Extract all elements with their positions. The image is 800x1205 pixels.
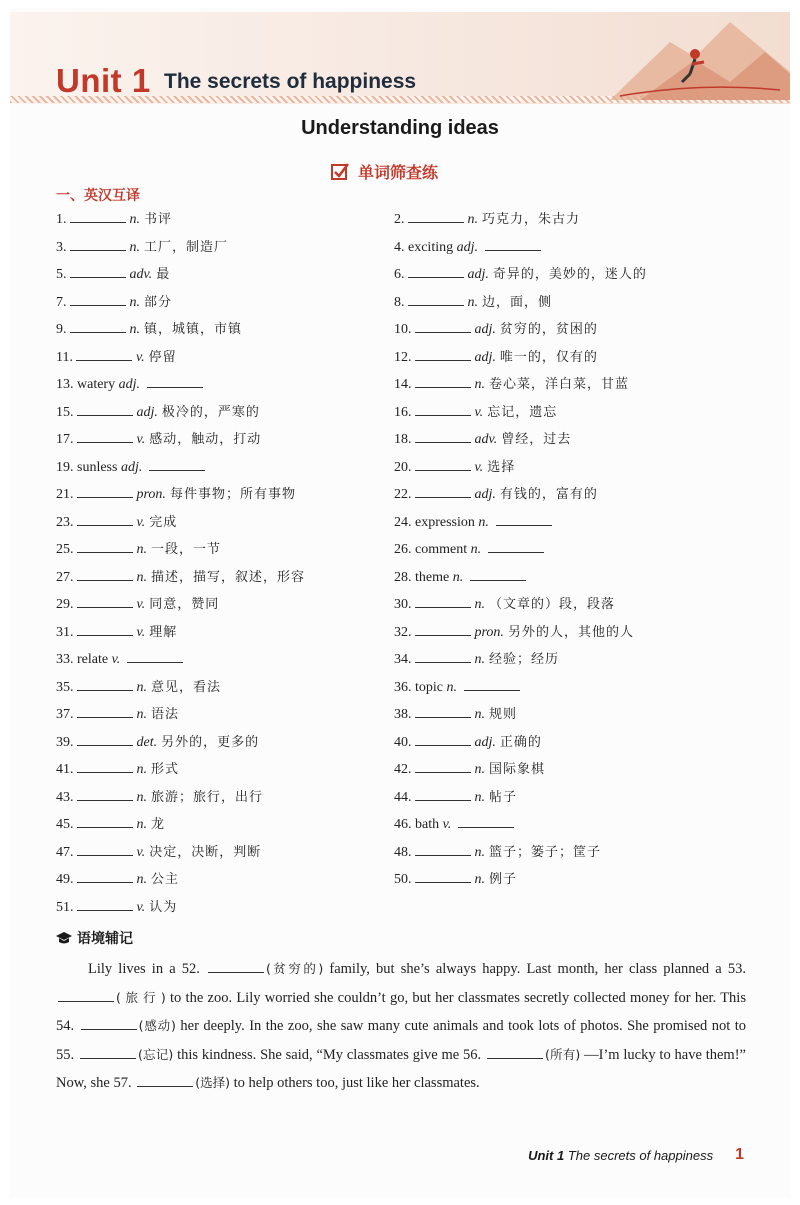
item-number: 27. <box>56 569 74 585</box>
answer-blank[interactable] <box>77 510 133 526</box>
chinese-meaning: 另外的人，其他的人 <box>507 624 634 640</box>
passage-text: her deeply. In the zoo, she saw many cute animals and took lots of photos. She promised not to 55. <box>56 1018 747 1063</box>
item-number: 35. <box>56 679 74 695</box>
answer-blank[interactable] <box>415 482 471 498</box>
answer-blank[interactable] <box>415 840 471 856</box>
part-of-speech: n. <box>446 679 457 695</box>
part-of-speech: adj. <box>474 322 496 337</box>
vocab-item <box>56 702 179 727</box>
part-heading: 一、英汉互译 <box>56 188 140 204</box>
part-of-speech: n. <box>478 514 489 530</box>
vocab-item <box>56 840 261 865</box>
chinese-meaning: 国际象棋 <box>489 762 546 777</box>
item-number: 47. <box>56 844 74 860</box>
vocab-item <box>56 317 242 342</box>
part-of-speech: adj. <box>118 377 140 392</box>
answer-blank[interactable] <box>415 455 471 471</box>
item-number: 7. <box>56 294 67 310</box>
item-number: 2. <box>394 212 405 227</box>
passage-text: to help others too, just like her classmates. <box>229 1075 480 1091</box>
passage-text: to the zoo. Lily worried she couldn’t go, but her classmates secretly collected money for her. This 54. <box>56 989 746 1034</box>
part-of-speech: n. <box>136 707 147 722</box>
item-number: 18. <box>394 432 412 447</box>
part-of-speech: n. <box>129 239 140 255</box>
item-number: 23. <box>56 514 74 530</box>
english-word: watery <box>77 377 116 392</box>
vocab-item <box>394 345 598 370</box>
passage-blank[interactable] <box>137 1072 193 1087</box>
item-number: 10. <box>394 322 412 337</box>
vocab-item <box>394 427 571 452</box>
item-number: 24. <box>394 514 412 530</box>
part-of-speech: v. <box>136 844 146 860</box>
part-of-speech: n. <box>474 789 485 805</box>
part-of-speech: n. <box>136 679 147 695</box>
part-of-speech: adv. <box>129 267 153 282</box>
passage-text: Lily lives in a 52. <box>88 961 207 977</box>
part-of-speech: n. <box>136 569 147 585</box>
answer-blank[interactable] <box>77 427 133 443</box>
answer-blank[interactable] <box>70 290 126 306</box>
answer-blank[interactable] <box>415 400 471 416</box>
chinese-meaning: 唯一的，仅有的 <box>499 349 598 365</box>
part-of-speech: adv. <box>474 432 498 447</box>
part-of-speech: n. <box>136 762 147 777</box>
answer-blank[interactable] <box>77 565 133 581</box>
answer-blank[interactable] <box>415 620 471 636</box>
part-of-speech: n. <box>474 762 485 777</box>
chinese-meaning: 每件事物；所有事物 <box>169 487 296 502</box>
item-number: 37. <box>56 707 74 722</box>
vocab-item <box>394 812 518 837</box>
answer-blank[interactable] <box>415 345 471 361</box>
context-heading-text: 语境辅记 <box>77 931 133 947</box>
exercise-title <box>330 160 438 183</box>
vocab-item <box>56 427 261 452</box>
item-number: 11. <box>56 349 73 365</box>
part-of-speech: v. <box>111 652 121 667</box>
vocab-item <box>394 455 515 480</box>
answer-blank[interactable] <box>77 785 133 801</box>
checkbox-icon <box>330 162 350 182</box>
answer-blank[interactable] <box>496 510 552 526</box>
unit-title: The secrets of happiness <box>164 70 417 93</box>
part-of-speech: pron. <box>136 487 166 502</box>
vocab-item <box>56 785 263 810</box>
answer-blank[interactable] <box>415 427 471 443</box>
chinese-meaning: 旅游；旅行，出行 <box>151 789 264 805</box>
answer-blank[interactable] <box>415 372 471 388</box>
passage-hint: (所有) <box>544 1046 581 1062</box>
answer-blank[interactable] <box>408 207 464 223</box>
vocab-item <box>56 592 219 617</box>
part-of-speech: adj. <box>120 459 143 475</box>
chinese-meaning: 形式 <box>151 762 180 777</box>
answer-blank[interactable] <box>415 757 471 773</box>
item-number: 41. <box>56 762 74 777</box>
passage-hint: (贫穷的) <box>266 961 324 976</box>
chinese-meaning: 书评 <box>144 212 173 227</box>
chinese-meaning: 极冷的，严寒的 <box>161 404 260 420</box>
item-number: 26. <box>394 542 412 557</box>
part-of-speech: pron. <box>474 624 504 640</box>
chinese-meaning: 部分 <box>144 294 173 310</box>
answer-blank[interactable] <box>77 730 133 746</box>
english-word: exciting <box>408 239 454 255</box>
chinese-meaning: 奇异的，美妙的，迷人的 <box>492 267 647 282</box>
chinese-meaning: 公主 <box>151 872 180 887</box>
vocab-item <box>394 482 598 507</box>
chinese-meaning: 工厂，制造厂 <box>144 239 229 255</box>
part-of-speech: v. <box>442 817 452 832</box>
chinese-meaning: 一段，一节 <box>151 542 222 557</box>
vocab-item <box>394 372 629 397</box>
passage-blank[interactable] <box>81 1015 137 1030</box>
vocab-item <box>394 757 545 782</box>
answer-blank[interactable] <box>77 537 133 553</box>
answer-blank[interactable] <box>458 812 514 828</box>
context-heading <box>56 928 133 948</box>
answer-blank[interactable] <box>415 647 471 663</box>
answer-blank[interactable] <box>77 867 133 883</box>
chinese-meaning: 忘记，遗忘 <box>487 404 558 420</box>
answer-blank[interactable] <box>464 675 520 691</box>
chinese-meaning: 经验；经历 <box>489 652 560 667</box>
part-of-speech: n. <box>136 789 147 805</box>
part-of-speech: v. <box>135 349 145 365</box>
part-of-speech: n. <box>474 872 485 887</box>
vocab-item <box>56 262 170 287</box>
vocab-item <box>56 895 177 920</box>
footer-unit: Unit 1 <box>528 1147 565 1163</box>
passage-text: —I’m lucky to have them!” Now, she 57. <box>56 1046 746 1091</box>
part-of-speech: adj. <box>474 349 496 365</box>
item-number: 45. <box>56 817 74 832</box>
vocab-item <box>394 675 524 700</box>
vocab-item <box>56 812 165 837</box>
answer-blank[interactable] <box>70 262 126 278</box>
part-of-speech: adj. <box>456 239 478 255</box>
item-number: 14. <box>394 377 412 392</box>
english-word: topic <box>415 679 443 695</box>
item-number: 38. <box>394 707 412 722</box>
part-of-speech: v. <box>474 404 484 420</box>
footer-title: The secrets of happiness <box>567 1147 714 1163</box>
item-number: 25. <box>56 542 74 557</box>
item-number: 29. <box>56 597 74 612</box>
english-word: sunless <box>77 459 118 475</box>
vocab-item <box>56 565 305 590</box>
part-of-speech: n. <box>129 212 140 227</box>
english-word: theme <box>415 569 450 585</box>
passage-hint: (选择) <box>195 1075 230 1090</box>
part-of-speech: n. <box>474 652 485 667</box>
answer-blank[interactable] <box>415 785 471 801</box>
exercise-title-text: 单词筛查练 <box>358 163 439 182</box>
answer-blank[interactable] <box>147 372 203 388</box>
unit-label: Unit 1 <box>56 62 151 99</box>
part-of-speech: n. <box>470 542 482 557</box>
vocab-item <box>394 207 580 232</box>
item-number: 44. <box>394 789 412 805</box>
passage-text: this kindness. She said, “My classmates give me 56. <box>173 1046 485 1063</box>
vocab-item <box>394 647 559 672</box>
vocab-item <box>394 317 598 342</box>
item-number: 30. <box>394 597 412 612</box>
chinese-meaning: 篮子；篓子；筐子 <box>489 844 602 860</box>
part-of-speech: n. <box>467 212 478 227</box>
english-word: comment <box>415 542 468 557</box>
chinese-meaning: 理解 <box>149 624 178 640</box>
chinese-meaning: 语法 <box>151 707 180 722</box>
chinese-meaning: 停留 <box>148 349 177 365</box>
vocab-item <box>394 840 601 865</box>
chinese-meaning: 边，面，侧 <box>482 294 553 310</box>
item-number: 16. <box>394 404 412 420</box>
item-number: 34. <box>394 652 412 667</box>
vocab-item <box>56 620 177 645</box>
context-passage <box>56 955 746 1098</box>
part-of-speech: n. <box>136 872 147 887</box>
answer-blank[interactable] <box>77 482 133 498</box>
vocab-item <box>56 647 187 672</box>
item-number: 3. <box>56 239 67 255</box>
answer-blank[interactable] <box>70 235 126 251</box>
answer-blank[interactable] <box>77 702 133 718</box>
part-of-speech: n. <box>452 569 464 585</box>
vocab-item <box>56 372 207 397</box>
part-of-speech: v. <box>474 459 484 475</box>
item-number: 9. <box>56 322 67 337</box>
vocab-item <box>56 537 221 562</box>
chinese-meaning: 规则 <box>489 707 518 722</box>
vocab-item <box>56 290 172 315</box>
mountain-illustration-icon <box>600 12 790 102</box>
chinese-meaning: 描述，描写，叙述，形容 <box>151 569 306 585</box>
answer-blank[interactable] <box>76 345 132 361</box>
chinese-meaning: 曾经，过去 <box>501 432 572 447</box>
vocab-item <box>394 235 545 260</box>
answer-blank[interactable] <box>415 702 471 718</box>
english-word: bath <box>415 817 440 832</box>
item-number: 13. <box>56 377 74 392</box>
item-number: 31. <box>56 624 74 640</box>
english-word: expression <box>415 514 475 530</box>
item-number: 19. <box>56 459 74 475</box>
item-number: 48. <box>394 844 412 860</box>
item-number: 43. <box>56 789 74 805</box>
item-number: 28. <box>394 569 412 585</box>
answer-blank[interactable] <box>77 592 133 608</box>
answer-blank[interactable] <box>415 592 471 608</box>
chinese-meaning: 卷心菜，洋白菜，甘蓝 <box>489 377 630 392</box>
passage-blank[interactable] <box>208 958 264 973</box>
passage-hint: ( 旅 行 ) <box>116 989 166 1005</box>
english-word: relate <box>77 652 109 667</box>
answer-blank[interactable] <box>488 537 544 553</box>
part-of-speech: adj. <box>474 487 496 502</box>
answer-blank[interactable] <box>77 895 133 911</box>
chinese-meaning: 认为 <box>149 899 178 915</box>
part-of-speech: n. <box>129 294 140 310</box>
vocab-item <box>56 867 179 892</box>
passage-text: family, but she’s always happy. Last month, her class planned a 53. <box>323 961 746 977</box>
vocab-item <box>56 675 221 700</box>
answer-blank[interactable] <box>408 290 464 306</box>
vocab-item <box>394 702 517 727</box>
item-number: 33. <box>56 652 74 667</box>
vocab-item <box>56 482 296 507</box>
part-of-speech: v. <box>136 432 146 447</box>
chinese-meaning: 最 <box>156 267 171 282</box>
part-of-speech: n. <box>136 542 147 557</box>
answer-blank[interactable] <box>77 620 133 636</box>
item-number: 17. <box>56 432 74 447</box>
vocab-item <box>56 510 177 535</box>
passage-hint: (忘记) <box>137 1046 174 1062</box>
passage-blank[interactable] <box>58 987 114 1002</box>
chinese-meaning: 另外的，更多的 <box>161 734 260 750</box>
answer-blank[interactable] <box>485 235 541 251</box>
chinese-meaning: 贫穷的，贫困的 <box>499 322 598 337</box>
item-number: 51. <box>56 899 74 915</box>
answer-blank[interactable] <box>77 812 133 828</box>
chinese-meaning: 龙 <box>151 817 166 832</box>
chinese-meaning: 决定，决断，判断 <box>149 844 262 860</box>
item-number: 49. <box>56 872 74 887</box>
vocab-item <box>56 207 172 232</box>
item-number: 1. <box>56 212 67 227</box>
answer-blank[interactable] <box>70 207 126 223</box>
chinese-meaning: 意见，看法 <box>151 679 222 695</box>
answer-blank[interactable] <box>77 757 133 773</box>
vocab-item <box>394 510 556 535</box>
vocab-item <box>394 867 517 892</box>
vocab-item <box>56 730 259 755</box>
vocab-item <box>56 757 179 782</box>
answer-blank[interactable] <box>415 730 471 746</box>
chinese-meaning: 同意，赞同 <box>149 597 220 612</box>
chinese-meaning: 有钱的，富有的 <box>499 487 598 502</box>
item-number: 21. <box>56 487 74 502</box>
passage-blank[interactable] <box>487 1044 543 1059</box>
part-of-speech: adj. <box>136 404 158 420</box>
chinese-meaning: 正确的 <box>499 734 542 750</box>
part-of-speech: adj. <box>467 267 489 282</box>
answer-blank[interactable] <box>470 565 526 581</box>
answer-blank[interactable] <box>415 867 471 883</box>
part-of-speech: n. <box>136 817 147 832</box>
part-of-speech: v. <box>136 514 146 530</box>
item-number: 32. <box>394 624 412 640</box>
answer-blank[interactable] <box>408 262 464 278</box>
vocab-item <box>394 400 557 425</box>
item-number: 8. <box>394 294 405 310</box>
part-of-speech: n. <box>129 322 140 337</box>
vocab-item <box>394 290 552 315</box>
vocab-item <box>394 262 647 287</box>
chinese-meaning: 感动，触动，打动 <box>149 432 262 447</box>
answer-blank[interactable] <box>70 317 126 333</box>
vocab-item <box>394 730 542 755</box>
vocab-item <box>56 235 228 260</box>
vocab-item <box>394 785 517 810</box>
item-number: 46. <box>394 817 412 832</box>
item-number: 22. <box>394 487 412 502</box>
item-number: 15. <box>56 404 74 420</box>
item-number: 20. <box>394 459 412 475</box>
item-number: 36. <box>394 679 412 695</box>
chinese-meaning: 帖子 <box>489 789 518 805</box>
vocab-item <box>394 620 634 645</box>
part-of-speech: v. <box>136 624 146 640</box>
vocab-item <box>394 565 530 590</box>
item-number: 4. <box>394 239 405 255</box>
passage-hint: (感动) <box>138 1018 176 1033</box>
chinese-meaning: 完成 <box>149 514 178 530</box>
answer-blank[interactable] <box>127 647 183 663</box>
part-of-speech: n. <box>474 597 485 612</box>
passage-blank[interactable] <box>80 1044 136 1059</box>
vocab-item <box>56 455 209 480</box>
item-number: 12. <box>394 349 412 365</box>
answer-blank[interactable] <box>77 840 133 856</box>
vocab-item <box>394 592 615 617</box>
page-number: 1 <box>735 1146 744 1163</box>
part-of-speech: n. <box>474 377 485 392</box>
item-number: 42. <box>394 762 412 777</box>
answer-blank[interactable] <box>77 675 133 691</box>
chinese-meaning: （文章的）段，段落 <box>489 597 616 612</box>
part-of-speech: v. <box>136 597 146 612</box>
vocab-item <box>56 345 177 370</box>
item-number: 50. <box>394 872 412 887</box>
answer-blank[interactable] <box>415 317 471 333</box>
part-of-speech: det. <box>136 734 158 750</box>
vocab-item <box>394 537 548 562</box>
part-of-speech: n. <box>467 294 478 310</box>
chinese-meaning: 选择 <box>487 459 516 475</box>
answer-blank[interactable] <box>149 455 205 471</box>
chinese-meaning: 镇，城镇，市镇 <box>144 322 243 337</box>
graduation-cap-icon <box>56 931 72 945</box>
answer-blank[interactable] <box>77 400 133 416</box>
part-of-speech: adj. <box>474 734 496 750</box>
item-number: 6. <box>394 267 405 282</box>
item-number: 40. <box>394 734 412 750</box>
part-of-speech: n. <box>474 707 485 722</box>
section-title: Understanding ideas <box>301 117 499 139</box>
part-of-speech: v. <box>136 899 146 915</box>
part-of-speech: n. <box>474 844 485 860</box>
passage-paragraph <box>56 955 746 1098</box>
chinese-meaning: 巧克力，朱古力 <box>482 212 581 227</box>
item-number: 5. <box>56 267 67 282</box>
vocab-item <box>56 400 260 425</box>
chinese-meaning: 例子 <box>489 872 518 887</box>
page-footer <box>528 1146 744 1164</box>
item-number: 39. <box>56 734 74 750</box>
